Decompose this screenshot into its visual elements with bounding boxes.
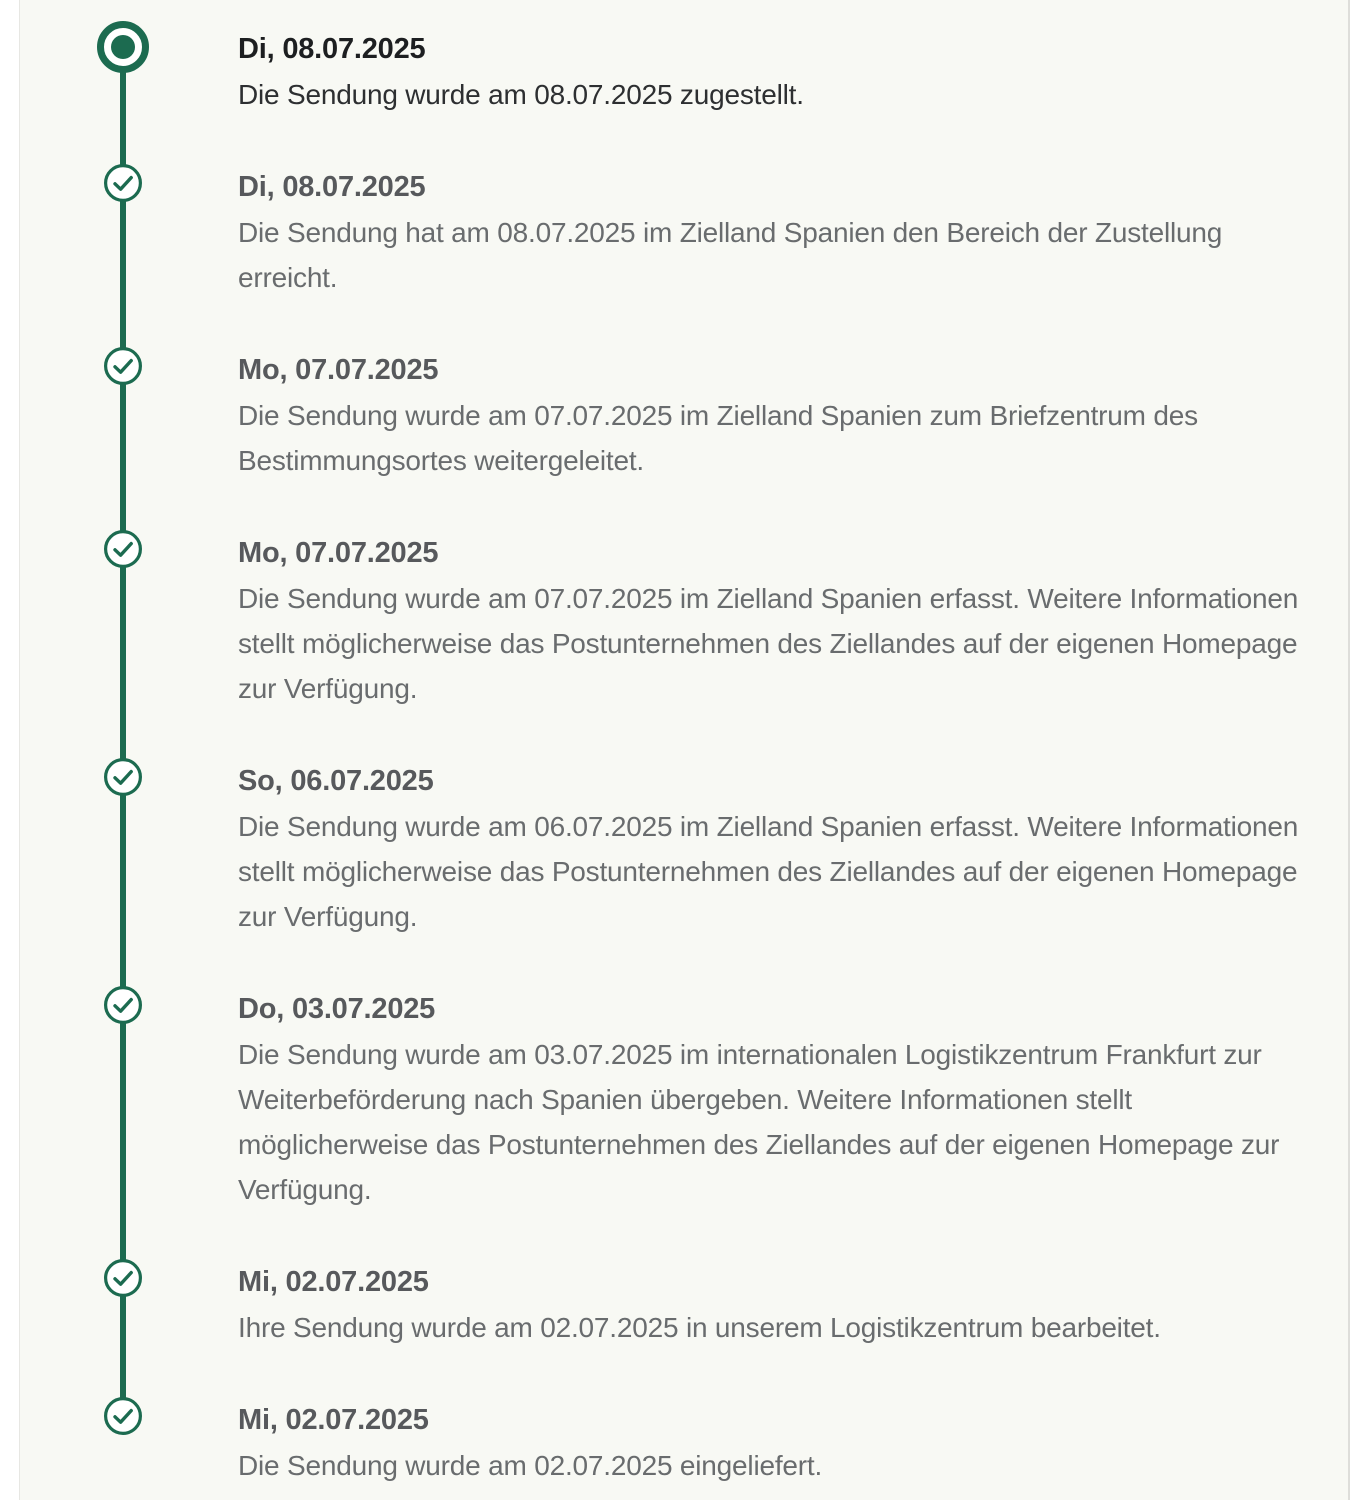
event-date: Do, 03.07.2025 xyxy=(238,993,436,1025)
check-circle-icon xyxy=(103,1258,143,1298)
check-circle-icon xyxy=(103,163,143,203)
event-date: Di, 08.07.2025 xyxy=(238,171,426,203)
event-description: Die Sendung wurde am 07.07.2025 im Zielland Spanien zum Briefzentrum des Bestimmungsortes weitergeleitet. xyxy=(238,400,1198,476)
event-date: So, 06.07.2025 xyxy=(238,765,434,797)
event-description: Die Sendung wurde am 06.07.2025 im Zielland Spanien erfasst. Weitere Informationen stellt möglicherweise das Postunternehmen des Ziellandes auf der eigenen Homepage zur Verfügung. xyxy=(238,811,1299,932)
check-circle-icon xyxy=(103,1396,143,1436)
shipment-timeline xyxy=(20,0,1348,1500)
event-description: Ihre Sendung wurde am 02.07.2025 in unserem Logistikzentrum bearbeitet. xyxy=(238,1312,1161,1343)
event-description: Die Sendung wurde am 02.07.2025 eingeliefert. xyxy=(238,1450,823,1481)
timeline-event xyxy=(20,987,1308,1212)
timeline-event xyxy=(20,27,1308,117)
timeline-event xyxy=(20,1260,1308,1350)
filled-dot-icon xyxy=(111,35,135,59)
timeline-event xyxy=(20,348,1308,483)
event-description: Die Sendung wurde am 03.07.2025 im internationalen Logistikzentrum Frankfurt zur Weiterbeförderung nach Spanien übergeben. Weitere Informationen stellt möglicherweise das Postunternehmen des Ziellandes auf der eigenen Homepage zur Verfügung. xyxy=(238,1039,1280,1205)
check-circle-icon xyxy=(103,985,143,1025)
check-circle-icon xyxy=(103,757,143,797)
timeline-event xyxy=(20,165,1308,300)
page-left-gutter xyxy=(0,0,20,1500)
event-date: Mo, 07.07.2025 xyxy=(238,537,439,569)
event-date: Mi, 02.07.2025 xyxy=(238,1404,429,1436)
check-circle-icon xyxy=(103,529,143,569)
current-status-icon xyxy=(97,21,149,73)
event-date: Mo, 07.07.2025 xyxy=(238,354,439,386)
check-circle-icon xyxy=(103,346,143,386)
event-description: Die Sendung wurde am 08.07.2025 zugestellt. xyxy=(238,79,804,110)
event-description: Die Sendung hat am 08.07.2025 im Zielland Spanien den Bereich der Zustellung erreicht. xyxy=(238,217,1223,293)
tracking-status-panel xyxy=(20,0,1348,1500)
event-date: Mi, 02.07.2025 xyxy=(238,1266,429,1298)
event-description: Die Sendung wurde am 07.07.2025 im Zielland Spanien erfasst. Weitere Informationen stellt möglicherweise das Postunternehmen des Ziellandes auf der eigenen Homepage zur Verfügung. xyxy=(238,583,1299,704)
timeline-event xyxy=(20,1398,1308,1488)
timeline-event xyxy=(20,759,1308,939)
event-date: Di, 08.07.2025 xyxy=(238,33,426,65)
timeline-event xyxy=(20,531,1308,711)
right-edge-divider xyxy=(1348,0,1350,1500)
